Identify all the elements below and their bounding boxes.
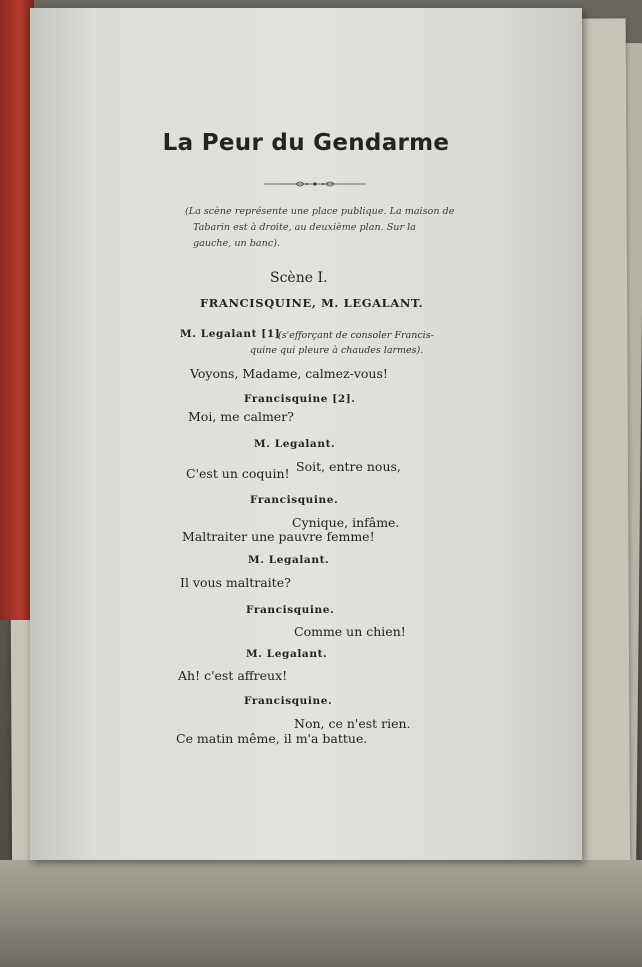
speaker-name: Francisquine. — [250, 494, 339, 506]
speaker-name: M. Legalant. — [254, 438, 336, 450]
title-ornament — [260, 178, 370, 190]
dialogue-line: Moi, me calmer? — [188, 409, 294, 424]
dialogue-line: Ce matin même, il m'a battue. — [176, 731, 368, 746]
character-list: FRANCISQUINE, M. LEGALANT. — [200, 296, 424, 310]
dialogue-line: Ah! c'est affreux! — [178, 668, 288, 683]
dialogue-line: C'est un coquin! — [186, 466, 290, 481]
stage-direction-line: gauche, un banc). — [193, 238, 280, 249]
dialogue-line: Non, ce n'est rien. — [294, 716, 411, 731]
dialogue-line: Voyons, Madame, calmez-vous! — [190, 366, 388, 381]
speaker-name: Francisquine. — [244, 695, 333, 707]
stage-direction-line: (La scène représente une place publique. La maison de — [185, 206, 455, 217]
dialogue-line: Soit, entre nous, — [296, 459, 401, 474]
dialogue-line: Maltraiter une pauvre femme! — [182, 529, 375, 544]
speaker-name: Francisquine. — [246, 604, 335, 616]
dialogue-line: Comme un chien! — [294, 624, 406, 639]
speaker-name: M. Legalant. — [248, 554, 330, 566]
page-title: La Peur du Gendarme — [162, 130, 450, 156]
speaker-name: M. Legalant. — [246, 648, 328, 660]
red-book-cover — [0, 0, 34, 620]
stage-aside: (s'efforçant de consoler Francis- — [278, 330, 434, 341]
stage-direction-line: Tabarin est à droite, au deuxième plan. Sur la — [193, 222, 416, 233]
scene-heading: Scène I. — [270, 270, 328, 286]
stacked-pages-edge — [0, 860, 642, 967]
stage-aside: quine qui pleure à chaudes larmes). — [250, 345, 424, 356]
dialogue-line: Cynique, infâme. — [292, 515, 400, 530]
speaker-name: Francisquine [2]. — [244, 393, 356, 405]
speaker-name: M. Legalant [1] — [180, 328, 281, 340]
document-page — [30, 8, 582, 860]
dialogue-line: Il vous maltraite? — [180, 575, 291, 590]
